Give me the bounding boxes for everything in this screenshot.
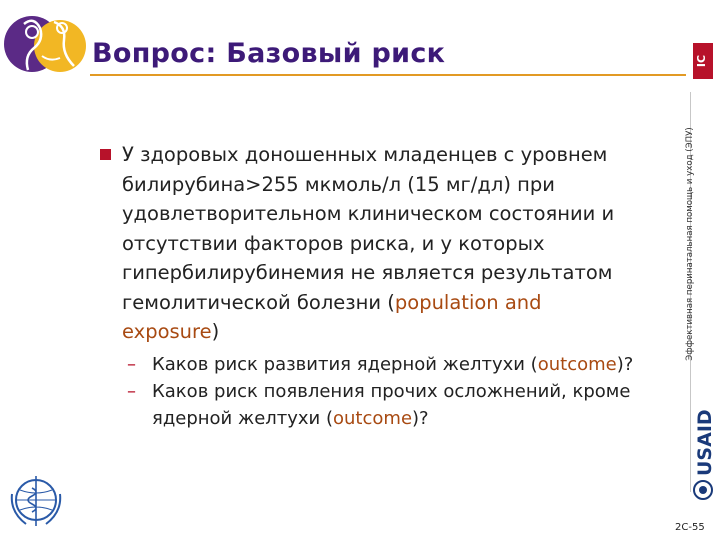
mother-child-logo [2,2,88,88]
side-caption [684,99,704,389]
sub-text: )? [412,407,429,429]
ic-logo-icon [692,42,714,80]
sub-bullet-1 [100,351,660,378]
highlight-term: outcome [537,353,617,375]
svg-text:USAID: USAID [694,409,716,476]
bullet-line: гипербилирубинемия не является результатом [122,261,613,284]
sub-bullet-2 [100,378,660,432]
highlight-term: exposure [122,320,212,343]
page-number: 2C-55 [675,522,705,533]
bullet-line [122,288,660,318]
bullet-line: отсутствии факторов риска, и у которых [122,231,545,255]
usaid-logo [686,398,720,508]
bullet-marker-icon [100,149,111,160]
page-title: Вопрос: Базовый риск [92,38,446,69]
who-emblem-icon [6,470,66,534]
sub-text: Каков риск развития ядерной желтухи ( [152,353,538,375]
bullet-line: удовлетворительном клиническом состоянии и [122,202,615,225]
bullet-text: ) [211,320,220,343]
highlight-term: population and [394,290,542,314]
bullet-text: гемолитической болезни ( [122,290,395,314]
svg-text:IC: IC [695,54,708,68]
slide-body [100,140,660,432]
highlight-term: outcome [333,407,413,429]
bullet-line [122,317,660,347]
sub-line [152,405,660,432]
dash-marker-icon: – [127,353,136,375]
sub-text: )? [616,353,634,375]
sub-text: Каков риск появления прочих осложнений, кроме [152,380,631,402]
dash-marker-icon: – [127,380,136,402]
sub-text: ядерной желтухи ( [152,407,334,429]
bullet-line: У здоровых доношенных младенцев с уровнем [122,143,608,166]
bullet-line: билирубина>255 мкмоль/л (15 мг/дл) при [122,172,555,196]
main-bullet [100,140,660,347]
title-divider [90,74,686,76]
side-caption-text: Эффективная перинатальная помощь и уход (ЭПУ) [685,127,695,361]
